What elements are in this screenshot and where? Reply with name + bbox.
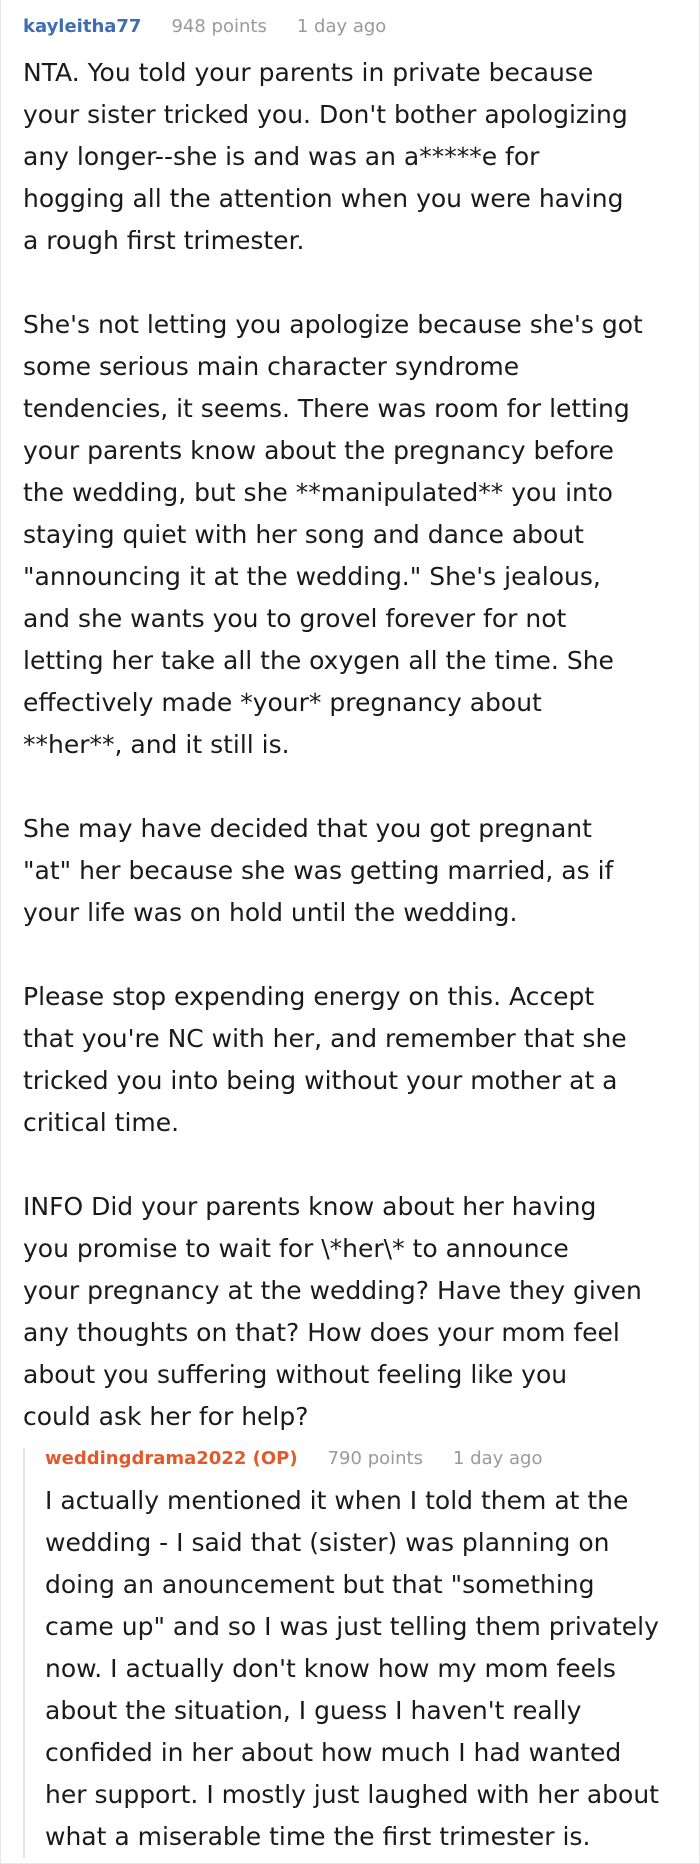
comment-paragraph: NTA. You told your parents in private because your sister tricked you. Don't bother apologizing any longer--she is and was an a*****e for hogging all the attention when you were having a rough first trimester. (23, 58, 628, 255)
comment-meta (23, 16, 683, 44)
top-level-comment (23, 16, 683, 1438)
reply-points: 790 points (327, 1448, 423, 1469)
comment-body (23, 52, 683, 1438)
reply-author-link[interactable]: weddingdrama2022 (OP) (45, 1448, 298, 1469)
comment-paragraph: Please stop expending energy on this. Accept that you're NC with her, and remember that she tricked you into being without your mother at a critical time. (23, 982, 627, 1137)
comment-timestamp: 1 day ago (296, 16, 387, 37)
reply-meta (45, 1448, 691, 1474)
reply-paragraph: I actually mentioned it when I told them at the wedding - I said that (sister) was planning on doing an anouncement but that "something came up" and so I was just telling them privately now. I actually don't know how my mom feels about the situation, I guess I haven't really confided in her about how much I had wanted her support. I mostly just laughed with her about what a miserable time the first trimester is. (45, 1486, 659, 1851)
comment-paragraph: INFO Did your parents know about her having you promise to wait for \*her\* to announce your pregnancy at the wedding? Have they given any thoughts on that? How does your mom feel about you suffering without feeling like you could ask her for help? (23, 1192, 642, 1431)
reply-body (45, 1480, 691, 1858)
comment-paragraph: She may have decided that you got pregnant "at" her because she was getting married, as if your life was on hold until the wedding. (23, 814, 614, 927)
comment-author-link[interactable]: kayleitha77 (23, 16, 142, 37)
comment-paragraph: She's not letting you apologize because she's got some serious main character syndrome tendencies, it seems. There was room for letting your parents know about the pregnancy before the wedding, but she **manipulated** you into staying quiet with her song and dance about "announcing it at the wedding." She's jealous, and she wants you to grovel forever for not letting her take all the oxygen all the time. She effectively made *your* pregnancy about **her**, and it still is. (23, 310, 643, 759)
reply-timestamp: 1 day ago (452, 1448, 543, 1469)
reply-comment (23, 1448, 691, 1858)
comment-points: 948 points (171, 16, 267, 37)
